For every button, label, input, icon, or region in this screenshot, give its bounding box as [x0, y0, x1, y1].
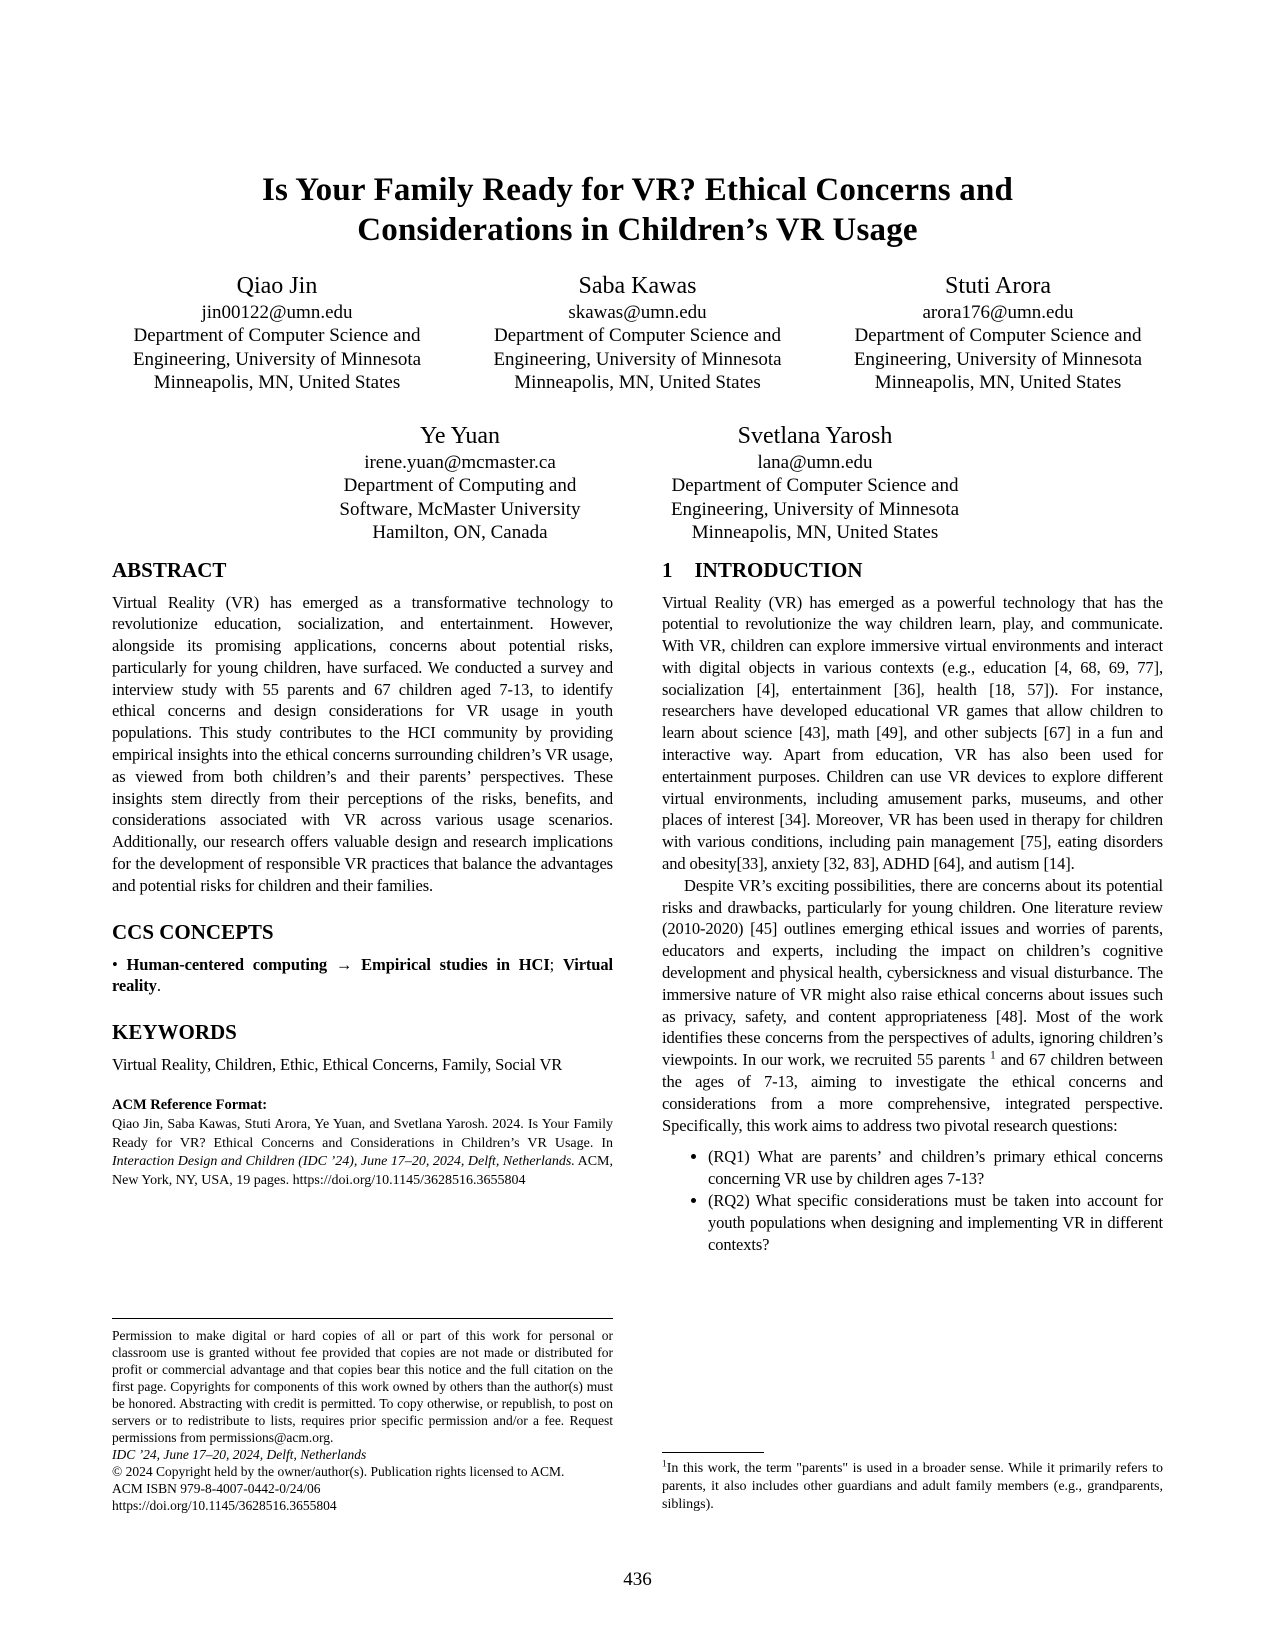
author-email: jin00122@umn.edu	[201, 301, 353, 323]
page-number: 436	[623, 1568, 652, 1590]
permission-divider	[112, 1318, 613, 1319]
author-block	[833, 271, 1163, 395]
author-affiliation-line: Minneapolis, MN, United States	[153, 372, 401, 393]
author-block	[650, 421, 980, 545]
author-name: Svetlana Yarosh	[737, 422, 893, 449]
author-name: Stuti Arora	[945, 272, 1051, 299]
author-affiliation-line: Department of Computer Science and	[493, 325, 781, 346]
research-question-list	[662, 1146, 1163, 1255]
author-email: irene.yuan@mcmaster.ca	[364, 451, 556, 473]
author-email: lana@umn.edu	[757, 451, 873, 473]
abstract-text: Virtual Reality (VR) has emerged as a transformative technology to revolutionize education, socialization, and entertainment. However, alongside its promising applications, concerns about potential risks, particularly for young children, have surfaced. We conducted a survey and interview study with 55 parents and 67 children aged 7-13, to identify ethical concerns and design considerations for VR usage in youth populations. This study contributes to the HCI community by providing empirical insights into the ethical concerns surrounding children’s VR usage, as viewed from both children’s and their parents’ perspectives. These insights stem directly from their perceptions of the risks, benefits, and considerations associated with VR across various usage scenarios. Additionally, our research offers valuable design and research implications for the development of responsible VR practices that balance the advantages and potential risks for children and their families.	[112, 592, 613, 895]
footnote-divider	[662, 1452, 764, 1453]
author-affiliation-line: Minneapolis, MN, United States	[691, 522, 939, 543]
author-affiliation-line: Hamilton, ON, Canada	[372, 522, 548, 543]
author-affiliation-line: Minneapolis, MN, United States	[514, 372, 761, 393]
author-affiliation-line: Department of Computer Science and	[854, 325, 1142, 346]
author-email: arora176@umn.edu	[922, 301, 1074, 323]
author-affiliation-line: Software, McMaster University	[339, 498, 581, 520]
author-affiliation-line: Department of Computer Science and	[671, 475, 959, 496]
section-number: 1	[662, 557, 673, 582]
footnote-text: $^1$In this work, the term "parents" is used in a broader sense. While it primarily refers to parents, it also includes other guardians and adult family members (e.g., grandparents, siblings).	[662, 1458, 1163, 1512]
permission-venue: IDC ’24, June 17–20, 2024, Delft, Netherlands	[112, 1446, 367, 1462]
introduction-paragraph-1: Virtual Reality (VR) has emerged as a powerful technology that has the potential to revolutionize the way children learn, play, and communicate. With VR, children can explore immersive virtual environments and interact with digital objects in various contexts (e.g., education [4, 68, 69, 77], socialization [4], entertainment [36], health [18, 57]). For instance, researchers have developed educational VR games that allow children to learn about science [43], math [49], and other subjects [67] in a fun and interactive way. Apart from education, VR has also been used for entertainment purposes. Children can use VR devices to explore different virtual environments, including amusement parks, museums, and other places of interest [34]. Moreover, VR has been used in therapy for children with various conditions, including pain management [75], eating disorders and obesity[33], anxiety [32, 83], ADHD [64], and autism [14].	[662, 592, 1163, 874]
permission-isbn: ACM ISBN 979-8-4007-0442-0/24/06	[112, 1480, 321, 1496]
author-name: Ye Yuan	[419, 422, 500, 449]
page-title: Is Your Family Ready for VR? Ethical Concerns and Considerations in Children’s VR Usage	[261, 172, 1014, 249]
keywords-heading: KEYWORDS	[112, 1020, 237, 1045]
left-column	[112, 557, 613, 1514]
author-affiliation-line: Engineering, University of Minnesota	[853, 348, 1143, 370]
author-block	[473, 271, 803, 395]
author-affiliation-line: Department of Computer Science and	[133, 325, 421, 346]
author-affiliation-line: Engineering, University of Minnesota	[132, 348, 422, 370]
introduction-heading	[662, 557, 1163, 583]
author-affiliation-line: Engineering, University of Minnesota	[670, 498, 960, 520]
author-email: skawas@umn.edu	[568, 301, 707, 323]
research-question-item: • (RQ1) What are parents’ and children’s primary ethical concerns concerning VR use by children ages 7-13?	[708, 1146, 1163, 1190]
right-column-spacer	[662, 1255, 1163, 1451]
right-column	[662, 557, 1163, 1514]
author-name: Qiao Jin	[236, 272, 318, 299]
ccs-text: • Human-centered computing → Empirical studies in HCI; Virtual reality.	[112, 954, 613, 996]
keywords-text: Virtual Reality, Children, Ethic, Ethical Concerns, Family, Social VR	[112, 1055, 563, 1075]
acm-reference-label: ACM Reference Format:	[112, 1097, 268, 1114]
author-affiliation-line: Engineering, University of Minnesota	[493, 348, 782, 370]
research-question-item: • (RQ2) What specific considerations must be taken into account for youth populations when designing and implementing VR in different contexts?	[708, 1190, 1163, 1255]
permission-text: Permission to make digital or hard copies of all or part of this work for personal or classroom use is granted without fee provided that copies are not made or distributed for profit or commercial advantage and that copies bear this notice and the full citation on the first page. Copyrights for components of this work owned by others than the author(s) must be honored. Abstracting with credit is permitted. To copy otherwise, or republish, to post on servers or to redistribute to lists, requires prior specific permission and/or a fee. Request permissions from permissions@acm.org.	[112, 1327, 613, 1445]
ccs-heading: CCS CONCEPTS	[112, 919, 274, 944]
abstract-heading: ABSTRACT	[112, 557, 227, 582]
introduction-paragraph-2: Despite VR’s exciting possibilities, there are concerns about its potential risks and drawbacks, particularly for young children. One literature review (2010-2020) [45] outlines emerging ethical issues and worries of parents, educators and experts, including the impact on children’s cognitive development and physical health, cybersickness and visual disturbance. The immersive nature of VR might also raise ethical concerns about issues such as privacy, safety, and content appropriateness [48]. Most of the work identifies these concerns from the perspectives of adults, ignoring children’s viewpoints. In our work, we recruited 55 parents $^1$ and 67 children between the ages of 7-13, aiming to investigate the ethical concerns and considerations from a more comprehensive, integrated perspective. Specifically, this work aims to address two pivotal research questions:	[662, 875, 1163, 1135]
two-column-body	[112, 557, 1163, 1514]
author-name: Saba Kawas	[578, 272, 697, 299]
author-row-2	[112, 421, 1163, 545]
author-affiliation-line: Department of Computing and	[343, 475, 577, 496]
left-column-spacer	[112, 1190, 613, 1317]
author-block	[112, 271, 442, 395]
permission-copyright: © 2024 Copyright held by the owner/author(s). Publication rights licensed to ACM.	[112, 1463, 565, 1479]
section-title: INTRODUCTION	[694, 557, 863, 582]
author-affiliation-line: Minneapolis, MN, United States	[874, 372, 1122, 393]
permission-doi: https://doi.org/10.1145/3628516.3655804	[112, 1497, 337, 1513]
author-block	[295, 421, 625, 545]
acm-reference-text: Qiao Jin, Saba Kawas, Stuti Arora, Ye Yuan, and Svetlana Yarosh. 2024. Is Your Family Ready for VR? Ethical Concerns and Considerations in Children’s VR Usage. In Interaction Design and Children (IDC ’24), June 17–20, 2024, Delft, Netherlands. ACM, New York, NY, USA, 19 pages. https://doi.org/10.1145/3628516.3655804	[112, 1117, 613, 1188]
author-row-1	[112, 271, 1163, 395]
